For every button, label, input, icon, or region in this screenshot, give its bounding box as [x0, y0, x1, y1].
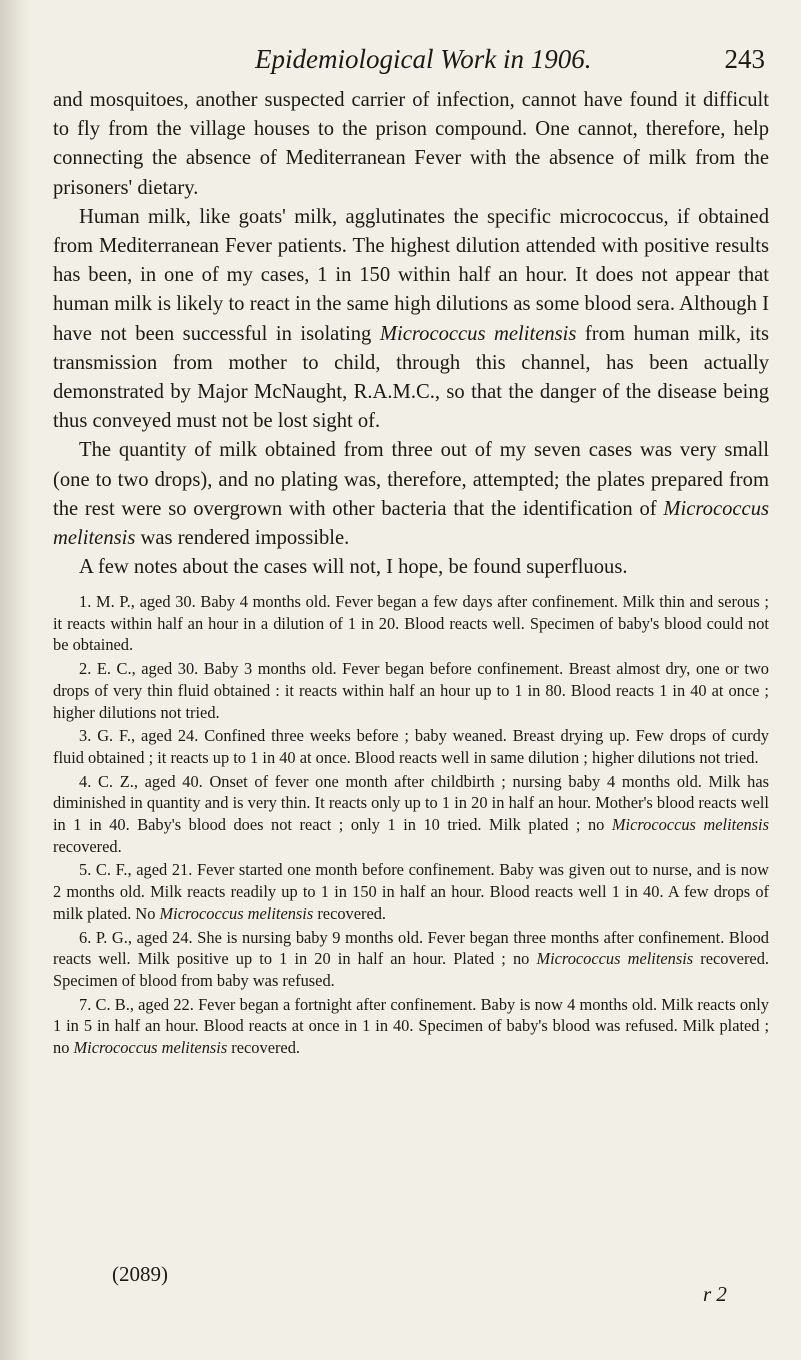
species-name: Micrococcus melitensis	[536, 949, 694, 969]
page-header	[255, 44, 765, 84]
case-note-4: 4. C. Z., aged 40. Onset of fever one month after childbirth ; nursing baby 4 months old. Milk has diminished in quantity and is very thin. It reacts only up to 1 in 20 in half an hour. Mother's blood reacts well in 1 in 40. Baby's blood does not react ; only 1 in 10 tried. Milk plated ; no Micrococcus melitensis recovered.	[53, 771, 769, 856]
species-name: Micrococcus melitensis	[379, 322, 577, 345]
body-text	[53, 86, 769, 582]
case-note-2: 2. E. C., aged 30. Baby 3 months old. Fever began before confinement. Breast almost dry, one or two drops of very thin fluid obtained : it reacts within half an hour up to 1 in 80. Blood reacts 1 in 40 at once ; higher dilutions not tried.	[53, 659, 769, 722]
case-note-6: 6. P. G., aged 24. She is nursing baby 9 months old. Fever began three months after confinement. Blood reacts well. Milk positive up to 1 in 20 in half an hour. Plated ; no Micrococcus melitensis recovered. Specimen of blood from baby was refused.	[53, 927, 769, 990]
page-number: 243	[724, 44, 765, 74]
case-note-1: 1. M. P., aged 30. Baby 4 months old. Fever began a few days after confinement. Milk thin and serous ; it reacts within half an hour in a dilution of 1 in 20. Blood reacts well. Specimen of baby's blood could not be obtained.	[53, 592, 769, 655]
signature-mark: r 2	[703, 1282, 727, 1306]
species-name: Micrococcus melitensis	[53, 497, 769, 550]
paragraph-3: The quantity of milk obtained from three out of my seven cases was very small (one to two drops), and no plating was, therefore, attempted; the plates prepared from the rest were so overgrown with other bacteria that the identification of Micrococcus melitensis was rendered impossible.	[53, 439, 769, 550]
running-title: Epidemiological Work in 1906.	[255, 44, 592, 74]
print-number: (2089)	[112, 1262, 168, 1286]
species-name: Micrococcus melitensis	[159, 903, 314, 923]
paragraph-2: Human milk, like goats' milk, agglutinates the specific micrococcus, if obtained from Mediterranean Fever patients. The highest dilution attended with positive results has been, in one of my cases, 1 in 150 within half an hour. It does not appear that human milk is likely to react in the same high dilutions as some blood sera. Although I have not been successful in isolating Micrococcus melitensis from human milk, its transmission from mother to child, through this channel, has been actually demonstrated by Major McNaught, R.A.M.C., so that the danger of the disease being thus conveyed must not be lost sight of.	[53, 205, 769, 433]
case-notes	[53, 591, 769, 1061]
binding-shadow	[0, 0, 30, 1360]
case-note-3: 3. G. F., aged 24. Confined three weeks before ; baby weaned. Breast drying up. Few drops of curdy fluid obtained ; it reacts up to 1 in 40 at once. Blood reacts well in same dilution ; higher dilutions not tried.	[53, 726, 769, 767]
case-note-5: 5. C. F., aged 21. Fever started one month before confinement. Baby was given out to nurse, and is now 2 months old. Milk reacts readily up to 1 in 150 in half an hour. Blood reacts well 1 in 40. A few drops of milk plated. No Micrococcus melitensis recovered.	[53, 860, 769, 923]
paragraph-4: A few notes about the cases will not, I hope, be found superfluous.	[79, 556, 628, 579]
species-name: Micrococcus melitensis	[73, 1038, 228, 1058]
case-note-7: 7. C. B., aged 22. Fever began a fortnight after confinement. Baby is now 4 months old. Milk reacts only 1 in 5 in half an hour. Blood reacts at once in 1 in 40. Specimen of baby's blood was refused. Milk plated ; no Micrococcus melitensis recovered.	[53, 994, 769, 1058]
species-name: Micrococcus melitensis	[611, 815, 769, 835]
paragraph-1: and mosquitoes, another suspected carrier of infection, cannot have found it difficult to fly from the village houses to the prison compound. One cannot, therefore, help connecting the absence of Mediterranean Fever with the absence of milk from the prisoners' dietary.	[53, 89, 769, 199]
